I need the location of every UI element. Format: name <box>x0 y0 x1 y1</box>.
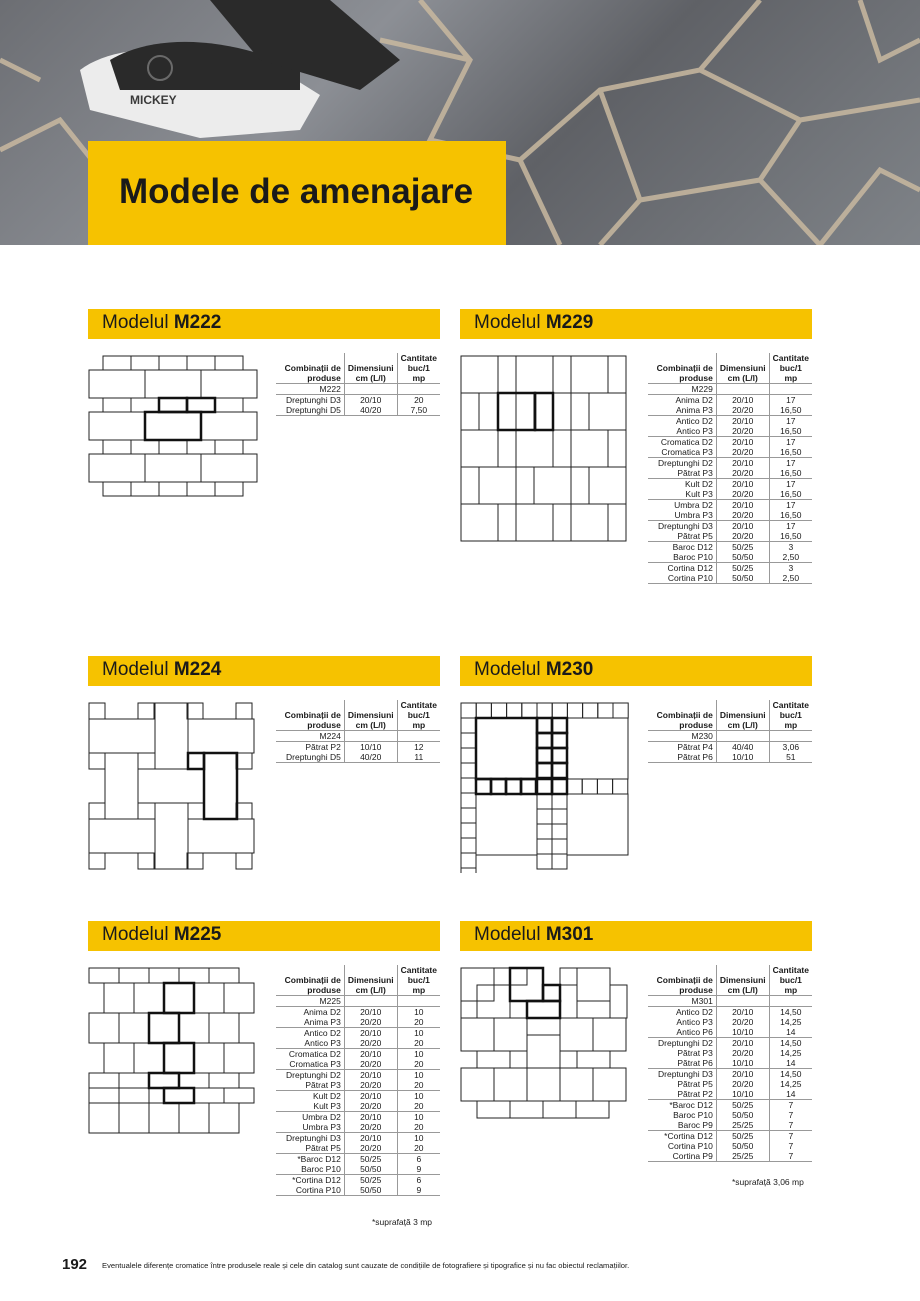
page-title: Modele de amenajare <box>119 172 474 211</box>
table-row: Kult P3 20/20 16,50 <box>648 489 812 500</box>
table-row: *Baroc D12 50/25 7 <box>669 1100 794 1110</box>
hero-photo <box>0 0 920 245</box>
table-model-code: M222 <box>276 384 344 395</box>
table-row: Antico P3 20/20 14,25 <box>676 1017 802 1027</box>
table-row: Pătrat P2 10/10 12 <box>305 742 424 752</box>
section-band <box>460 309 812 339</box>
spec-table-m230 <box>648 700 812 763</box>
spec-table-m229 <box>648 353 812 584</box>
section-code: M224 <box>173 659 222 680</box>
col-cantitate: Cantitate buc/1 mp <box>397 965 440 996</box>
section-prefix: Modelul <box>102 312 169 333</box>
col-dimensiuni: Dimensiuni cm (L/l) <box>344 965 397 996</box>
table-row: Cromatica P3 20/20 16,50 <box>648 447 812 458</box>
table-row: Dreptunghi D2 20/10 10 <box>286 1070 424 1080</box>
pattern-diagram-m224 <box>88 698 260 873</box>
col-cantitate: Cantitate buc/1 mp <box>769 965 812 996</box>
page-number: 192 <box>62 1256 88 1273</box>
col-cantitate: Cantitate buc/1 mp <box>397 353 440 384</box>
section-prefix: Modelul <box>474 312 541 333</box>
table-row: Pătrat P3 20/20 20 <box>276 1080 440 1091</box>
pattern-diagram-m301 <box>460 963 632 1138</box>
table-row: Dreptunghi D2 20/10 14,50 <box>658 1038 802 1048</box>
hero-title-box <box>88 141 506 245</box>
table-row: Pătrat P3 20/20 14,25 <box>677 1048 802 1058</box>
table-row: Umbra D2 20/10 17 <box>674 500 796 510</box>
section-code: M222 <box>173 312 222 333</box>
table-row: Dreptunghi D2 20/10 17 <box>658 458 796 468</box>
surface-note: *suprafață 3 mp <box>372 1217 433 1227</box>
table-row: Pătrat P2 10/10 14 <box>648 1089 812 1100</box>
section-band <box>88 309 440 339</box>
table-row: Pătrat P5 20/20 16,50 <box>648 531 812 542</box>
col-combinatii: Combinații de produse <box>648 965 716 996</box>
table-row: Cromatica P3 20/20 20 <box>276 1059 440 1070</box>
table-row: Anima P3 20/20 20 <box>276 1017 440 1028</box>
table-row: Pătrat P4 40/40 3,06 <box>677 742 800 752</box>
table-row: Cortina P10 50/50 9 <box>276 1185 440 1196</box>
col-cantitate: Cantitate buc/1 mp <box>769 353 812 384</box>
table-row: Dreptunghi D3 20/10 10 <box>286 1133 424 1143</box>
table-row: Antico D2 20/10 14,50 <box>675 1007 802 1017</box>
col-cantitate: Cantitate buc/1 mp <box>397 700 440 731</box>
table-row: Dreptunghi D5 40/20 7,50 <box>276 405 440 416</box>
section-code: M230 <box>545 659 594 680</box>
table-row: Antico D2 20/10 10 <box>303 1028 424 1038</box>
pattern-diagram-m230 <box>460 698 632 873</box>
surface-note: *suprafață 3,06 mp <box>732 1177 804 1187</box>
section-prefix: Modelul <box>474 659 541 680</box>
footer-disclaimer: Eventualele diferențe cromatice între produsele reale și cele din catalog sunt cauzate de condițiile de fotografiere și tipografice și nu fac obiectul reclamațiilor. <box>102 1261 630 1270</box>
table-row: Pătrat P5 20/20 20 <box>276 1143 440 1154</box>
col-combinatii: Combinații de produse <box>648 353 716 384</box>
section-band <box>460 921 812 951</box>
col-dimensiuni: Dimensiuni cm (L/l) <box>716 700 769 731</box>
section-code: M301 <box>545 924 594 945</box>
table-row: Baroc P10 50/50 7 <box>673 1110 794 1120</box>
section-prefix: Modelul <box>474 924 541 945</box>
col-cantitate: Cantitate buc/1 mp <box>769 700 812 731</box>
table-row: Anima D2 20/10 17 <box>675 395 796 405</box>
table-body <box>648 1007 812 1162</box>
table-row: Umbra P3 20/20 20 <box>276 1122 440 1133</box>
pattern-diagram-m229 <box>460 351 632 543</box>
col-combinatii: Combinații de produse <box>276 700 344 731</box>
section-code: M229 <box>545 312 594 333</box>
col-dimensiuni: Dimensiuni cm (L/l) <box>344 700 397 731</box>
table-row: Cortina D12 50/25 3 <box>667 563 794 573</box>
table-row: Antico P3 20/20 16,50 <box>648 426 812 437</box>
section-code: M225 <box>173 924 222 945</box>
table-model-code: M225 <box>276 996 344 1007</box>
pattern-diagram-m225 <box>88 963 260 1138</box>
table-row: Pătrat P6 10/10 51 <box>648 752 812 763</box>
table-row: Cortina P9 25/25 7 <box>648 1151 812 1162</box>
table-row: Kult D2 20/10 10 <box>312 1091 424 1101</box>
table-row: Antico P6 10/10 14 <box>648 1027 812 1038</box>
table-row: Dreptunghi D3 20/10 20 <box>286 395 424 405</box>
table-row: Baroc P10 50/50 2,50 <box>648 552 812 563</box>
table-row: Antico D2 20/10 17 <box>675 416 796 426</box>
table-body <box>648 742 812 763</box>
spec-table-m301 <box>648 965 812 1162</box>
table-row: Anima P3 20/20 16,50 <box>648 405 812 416</box>
col-dimensiuni: Dimensiuni cm (L/l) <box>716 353 769 384</box>
col-combinatii: Combinații de produse <box>276 965 344 996</box>
table-model-code: M229 <box>648 384 716 395</box>
section-band <box>88 921 440 951</box>
pattern-diagram-m222 <box>88 351 260 499</box>
table-row: Baroc P10 50/50 9 <box>276 1164 440 1175</box>
section-band <box>88 656 440 686</box>
section-band <box>460 656 812 686</box>
table-row: Kult D2 20/10 17 <box>684 479 796 489</box>
table-row: Antico P3 20/20 20 <box>276 1038 440 1049</box>
col-combinatii: Combinații de produse <box>648 700 716 731</box>
table-row: Baroc P9 25/25 7 <box>648 1120 812 1131</box>
section-prefix: Modelul <box>102 924 169 945</box>
table-row: *Cortina D12 50/25 6 <box>292 1175 422 1185</box>
spec-table-m225 <box>276 965 440 1196</box>
section-prefix: Modelul <box>102 659 169 680</box>
table-body <box>276 742 440 763</box>
table-body <box>648 395 812 584</box>
spec-table-m224 <box>276 700 440 763</box>
table-row: Pătrat P5 20/20 14,25 <box>677 1079 802 1089</box>
table-row: Anima D2 20/10 10 <box>303 1007 424 1017</box>
table-row: Dreptunghi D3 20/10 14,50 <box>658 1069 802 1079</box>
table-body <box>276 1007 440 1196</box>
table-model-code: M224 <box>276 731 344 742</box>
table-row: Dreptunghi D3 20/10 17 <box>658 521 796 531</box>
table-row: Pătrat P6 10/10 14 <box>648 1058 812 1069</box>
table-model-code: M301 <box>648 996 716 1007</box>
table-row: *Baroc D12 50/25 6 <box>297 1154 422 1164</box>
table-row: Cromatica D2 20/10 17 <box>660 437 796 447</box>
table-row: Cortina P10 50/50 2,50 <box>648 573 812 584</box>
col-dimensiuni: Dimensiuni cm (L/l) <box>344 353 397 384</box>
table-row: Umbra D2 20/10 10 <box>302 1112 424 1122</box>
table-row: Cromatica D2 20/10 10 <box>288 1049 424 1059</box>
svg-text:MICKEY: MICKEY <box>130 93 177 107</box>
table-row: Umbra P3 20/20 16,50 <box>648 510 812 521</box>
table-row: *Cortina D12 50/25 7 <box>664 1131 794 1141</box>
table-row: Kult P3 20/20 20 <box>276 1101 440 1112</box>
table-row: Cortina P10 50/50 7 <box>667 1141 794 1151</box>
table-row: Dreptunghi D5 40/20 11 <box>276 752 440 763</box>
table-model-code: M230 <box>648 731 716 742</box>
spec-table-m222 <box>276 353 440 416</box>
col-combinatii: Combinații de produse <box>276 353 344 384</box>
table-row: Baroc D12 50/25 3 <box>672 542 794 552</box>
shoe-icon <box>80 0 400 138</box>
col-dimensiuni: Dimensiuni cm (L/l) <box>716 965 769 996</box>
table-row: Pătrat P3 20/20 16,50 <box>648 468 812 479</box>
